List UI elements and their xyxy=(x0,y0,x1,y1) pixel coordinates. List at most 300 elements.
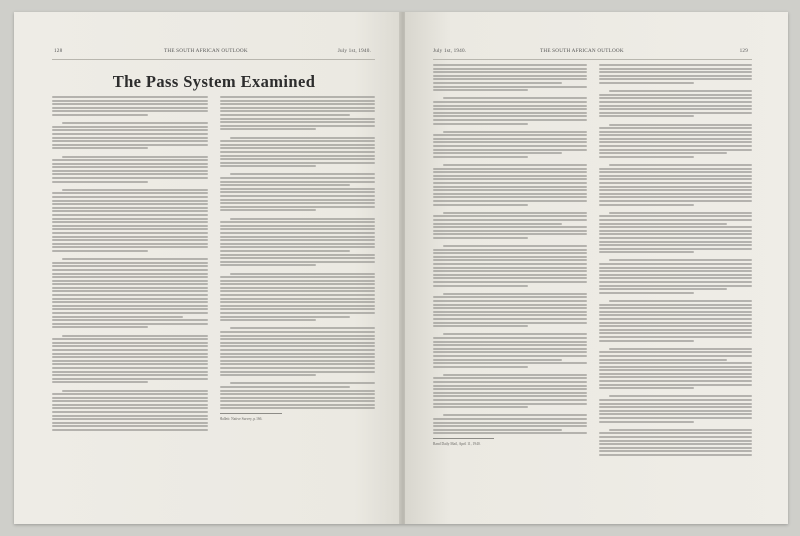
text-line xyxy=(433,149,587,151)
text-line xyxy=(433,219,587,221)
text-line xyxy=(433,141,587,143)
paragraph-gap xyxy=(220,169,376,172)
text-line xyxy=(433,123,528,125)
text-line xyxy=(433,270,587,272)
text-line xyxy=(599,112,753,114)
text-line xyxy=(599,351,753,353)
text-line xyxy=(433,252,587,254)
text-line xyxy=(220,181,376,183)
text-line xyxy=(52,378,208,380)
text-line xyxy=(443,97,587,99)
text-line xyxy=(599,406,753,408)
text-line xyxy=(599,447,753,449)
text-line xyxy=(52,298,208,300)
text-line xyxy=(599,436,753,438)
text-line xyxy=(433,348,587,350)
text-line xyxy=(52,203,208,205)
text-line xyxy=(433,249,587,251)
paragraph-gap xyxy=(220,213,376,216)
text-line xyxy=(599,362,753,364)
text-line xyxy=(599,131,753,133)
text-line xyxy=(220,338,376,340)
text-line xyxy=(52,356,208,358)
text-line xyxy=(609,348,753,350)
text-line xyxy=(433,318,587,320)
text-line xyxy=(220,147,376,149)
text-line xyxy=(52,166,208,168)
text-line xyxy=(599,175,753,177)
text-line xyxy=(220,177,376,179)
text-line xyxy=(599,454,753,456)
paragraph-gap xyxy=(433,329,587,332)
text-line xyxy=(220,331,376,333)
text-line xyxy=(433,230,587,232)
text-line xyxy=(433,314,587,316)
text-line xyxy=(599,380,753,382)
text-line xyxy=(220,276,376,278)
paragraph-gap xyxy=(433,93,587,96)
text-line xyxy=(433,418,587,420)
text-line xyxy=(433,392,587,394)
text-line xyxy=(433,86,587,88)
text-line xyxy=(220,118,376,120)
text-line xyxy=(433,281,587,283)
text-line xyxy=(52,371,208,373)
text-line xyxy=(433,152,562,154)
text-line xyxy=(52,200,208,202)
text-line xyxy=(220,155,376,157)
text-line xyxy=(52,319,208,321)
text-line xyxy=(443,374,587,376)
paragraph-gap xyxy=(599,295,753,298)
text-line xyxy=(599,251,694,253)
text-line xyxy=(599,189,753,191)
text-line xyxy=(52,305,208,307)
text-line xyxy=(599,233,753,235)
right-issue-date: July 1st, 1940. xyxy=(433,48,467,54)
text-line xyxy=(433,359,562,361)
text-line xyxy=(220,290,376,292)
text-line xyxy=(220,345,376,347)
text-line xyxy=(599,307,753,309)
text-line xyxy=(433,89,528,91)
text-line xyxy=(599,403,753,405)
text-line xyxy=(599,373,753,375)
text-line xyxy=(433,388,587,390)
text-line xyxy=(599,78,753,80)
text-line xyxy=(220,407,376,409)
text-line xyxy=(599,82,694,84)
text-line xyxy=(443,164,587,166)
text-line xyxy=(62,335,208,337)
text-line xyxy=(599,226,753,228)
text-line xyxy=(609,212,753,214)
text-line xyxy=(433,134,587,136)
text-line xyxy=(52,110,208,112)
magazine-spread xyxy=(14,12,788,524)
text-line xyxy=(599,168,753,170)
text-line xyxy=(220,371,376,373)
text-line xyxy=(433,178,587,180)
text-line xyxy=(52,207,208,209)
text-line xyxy=(443,333,587,335)
text-line xyxy=(52,133,208,135)
text-line xyxy=(609,124,753,126)
text-line xyxy=(433,78,587,80)
text-line xyxy=(52,236,208,238)
text-line xyxy=(599,292,694,294)
text-line xyxy=(52,326,148,328)
paragraph-gap xyxy=(433,207,587,210)
text-line xyxy=(220,374,316,376)
text-line xyxy=(52,276,208,278)
text-line xyxy=(599,186,753,188)
paragraph-gap xyxy=(599,343,753,346)
text-line xyxy=(599,340,694,342)
text-line xyxy=(433,186,587,188)
text-line xyxy=(599,376,753,378)
text-line xyxy=(220,199,376,201)
text-line xyxy=(220,162,376,164)
text-line xyxy=(433,204,528,206)
text-line xyxy=(599,421,694,423)
right-page xyxy=(405,12,788,524)
text-line xyxy=(433,395,587,397)
text-line xyxy=(599,215,753,217)
text-line xyxy=(599,219,753,221)
text-line xyxy=(433,259,587,261)
text-line xyxy=(599,200,753,202)
text-line xyxy=(52,103,208,105)
text-line xyxy=(599,138,753,140)
paragraph-gap xyxy=(52,184,208,187)
paragraph-gap xyxy=(599,119,753,122)
text-line xyxy=(599,152,728,154)
text-line xyxy=(220,257,376,259)
text-line xyxy=(433,189,587,191)
text-line xyxy=(220,349,376,351)
text-line xyxy=(599,97,753,99)
text-line xyxy=(599,145,753,147)
text-line xyxy=(433,119,587,121)
text-line xyxy=(433,75,587,77)
text-line xyxy=(52,294,208,296)
text-line xyxy=(220,100,376,102)
text-line xyxy=(433,341,587,343)
text-line xyxy=(220,202,376,204)
text-line xyxy=(52,225,208,227)
text-line xyxy=(220,261,376,263)
text-line xyxy=(609,164,753,166)
text-line xyxy=(433,296,587,298)
paragraph-gap xyxy=(220,268,376,271)
paragraph-gap xyxy=(52,330,208,333)
text-line xyxy=(220,308,376,310)
text-line xyxy=(220,228,376,230)
text-line xyxy=(52,170,208,172)
text-line xyxy=(599,108,753,110)
text-line xyxy=(52,353,208,355)
text-line xyxy=(52,415,208,417)
text-line xyxy=(599,329,753,331)
text-line xyxy=(599,182,753,184)
text-line xyxy=(599,127,753,129)
text-line xyxy=(220,225,376,227)
text-line xyxy=(220,254,376,256)
text-line xyxy=(599,417,753,419)
text-line xyxy=(433,175,587,177)
text-line xyxy=(599,432,753,434)
footnote: Rand Daily Mail, April 11, 1940. xyxy=(433,441,481,446)
text-line xyxy=(220,356,376,358)
text-line xyxy=(599,267,753,269)
paragraph-gap xyxy=(220,378,376,381)
text-line xyxy=(52,265,208,267)
text-line xyxy=(52,374,208,376)
paragraph-gap xyxy=(599,207,753,210)
text-line xyxy=(599,178,753,180)
text-line xyxy=(599,366,753,368)
paragraph-gap xyxy=(433,369,587,372)
text-line xyxy=(52,280,208,282)
text-line xyxy=(52,393,208,395)
text-line xyxy=(220,221,376,223)
text-line xyxy=(599,193,753,195)
text-line xyxy=(433,138,587,140)
text-line xyxy=(220,294,376,296)
text-line xyxy=(599,237,753,239)
text-line xyxy=(599,450,753,452)
text-line xyxy=(52,283,208,285)
text-line xyxy=(52,407,208,409)
text-line xyxy=(609,395,753,397)
text-line xyxy=(220,140,376,142)
text-line xyxy=(433,274,587,276)
paragraph-gap xyxy=(433,159,587,162)
text-line xyxy=(62,122,208,124)
left-page-number: 128 xyxy=(54,48,63,54)
text-line xyxy=(599,230,753,232)
text-line xyxy=(220,188,376,190)
text-line xyxy=(599,410,753,412)
text-line xyxy=(220,298,376,300)
left-issue-date: July 1st, 1940. xyxy=(337,48,371,54)
text-line xyxy=(52,140,208,142)
text-line xyxy=(599,387,694,389)
text-line xyxy=(52,429,208,431)
paragraph-gap xyxy=(599,159,753,162)
text-line xyxy=(433,432,587,434)
text-line xyxy=(220,114,351,116)
text-line xyxy=(52,100,208,102)
text-line xyxy=(599,75,753,77)
text-line xyxy=(433,237,528,239)
text-line xyxy=(220,144,376,146)
text-line xyxy=(220,121,376,123)
text-line xyxy=(220,232,376,234)
text-line xyxy=(220,128,316,130)
text-line xyxy=(599,248,753,250)
text-line xyxy=(599,270,753,272)
left-column-1 xyxy=(52,96,208,506)
text-line xyxy=(220,280,376,282)
left-page xyxy=(14,12,401,524)
text-line xyxy=(52,239,208,241)
text-line xyxy=(599,204,694,206)
text-line xyxy=(52,137,208,139)
text-line xyxy=(220,390,376,392)
text-line xyxy=(443,131,587,133)
text-line xyxy=(599,325,753,327)
text-line xyxy=(609,429,753,431)
paragraph-gap xyxy=(220,132,376,135)
right-header-rule xyxy=(433,59,752,60)
text-line xyxy=(599,281,753,283)
text-line xyxy=(220,209,316,211)
text-line xyxy=(433,344,587,346)
text-line xyxy=(443,245,587,247)
text-line xyxy=(433,406,528,408)
text-line xyxy=(62,258,208,260)
right-column-1 xyxy=(433,64,587,506)
text-line xyxy=(52,381,148,383)
text-line xyxy=(433,351,587,353)
text-line xyxy=(433,193,587,195)
text-line xyxy=(230,327,376,329)
text-line xyxy=(599,359,728,361)
text-line xyxy=(220,96,376,98)
text-line xyxy=(220,301,376,303)
text-line xyxy=(220,206,376,208)
text-line xyxy=(599,304,753,306)
text-line xyxy=(220,363,376,365)
text-line xyxy=(599,134,753,136)
text-line xyxy=(52,126,208,128)
text-line xyxy=(52,308,208,310)
text-line xyxy=(52,397,208,399)
text-line xyxy=(52,360,208,362)
text-line xyxy=(220,243,376,245)
text-line xyxy=(220,246,376,248)
right-column-2 xyxy=(599,64,753,506)
paragraph-gap xyxy=(433,126,587,129)
text-line xyxy=(433,68,587,70)
text-line xyxy=(433,355,587,357)
text-line xyxy=(52,228,208,230)
text-line xyxy=(220,287,376,289)
text-line xyxy=(599,223,728,225)
text-line xyxy=(433,304,587,306)
text-line xyxy=(599,263,753,265)
paragraph-gap xyxy=(599,255,753,258)
text-line xyxy=(52,316,183,318)
text-line xyxy=(433,101,587,103)
text-line xyxy=(52,107,208,109)
left-running-head xyxy=(14,48,401,58)
text-line xyxy=(599,171,753,173)
text-line xyxy=(52,349,208,351)
text-line xyxy=(599,318,753,320)
text-line xyxy=(52,287,208,289)
text-line xyxy=(52,181,148,183)
text-line xyxy=(52,367,208,369)
paragraph-gap xyxy=(599,424,753,427)
text-line xyxy=(220,264,316,266)
paragraph-gap xyxy=(52,118,208,121)
text-line xyxy=(52,177,208,179)
text-line xyxy=(52,246,208,248)
text-line xyxy=(52,262,208,264)
right-page-number: 129 xyxy=(739,48,748,54)
text-line xyxy=(599,443,753,445)
text-line xyxy=(220,158,376,160)
text-line xyxy=(609,90,753,92)
text-line xyxy=(52,422,208,424)
text-line xyxy=(433,307,587,309)
text-line xyxy=(433,429,562,431)
text-line xyxy=(220,319,316,321)
text-line xyxy=(220,110,376,112)
text-line xyxy=(62,189,208,191)
paragraph-gap xyxy=(220,323,376,326)
paragraph-gap xyxy=(599,391,753,394)
text-line xyxy=(433,263,587,265)
text-line xyxy=(599,336,753,338)
text-line xyxy=(433,285,528,287)
text-line xyxy=(220,195,376,197)
text-line xyxy=(433,82,562,84)
article-title: The Pass System Examined xyxy=(112,72,316,91)
text-line xyxy=(599,274,753,276)
text-line xyxy=(220,305,376,307)
text-line xyxy=(433,256,587,258)
text-line xyxy=(62,156,208,158)
text-line xyxy=(433,196,587,198)
text-line xyxy=(433,64,587,66)
text-line xyxy=(230,137,376,139)
text-line xyxy=(599,101,753,103)
text-line xyxy=(230,218,376,220)
text-line xyxy=(230,273,376,275)
text-line xyxy=(220,404,376,406)
text-line xyxy=(599,156,694,158)
text-line xyxy=(52,342,208,344)
paragraph-gap xyxy=(433,288,587,291)
text-line xyxy=(599,413,753,415)
text-line xyxy=(220,107,376,109)
text-line xyxy=(599,355,753,357)
text-line xyxy=(52,425,208,427)
text-line xyxy=(609,300,753,302)
text-line xyxy=(433,156,528,158)
footnote-rule xyxy=(433,438,494,439)
text-line xyxy=(433,233,587,235)
right-body-columns xyxy=(433,64,752,506)
text-line xyxy=(433,337,587,339)
text-line xyxy=(52,273,208,275)
text-line xyxy=(220,125,376,127)
text-line xyxy=(52,404,208,406)
text-line xyxy=(220,393,376,395)
text-line xyxy=(433,168,587,170)
text-line xyxy=(599,105,753,107)
text-line xyxy=(433,403,587,405)
text-line xyxy=(230,173,376,175)
footnote-rule xyxy=(220,413,282,414)
text-line xyxy=(433,377,587,379)
text-line xyxy=(433,277,587,279)
text-line xyxy=(220,191,376,193)
